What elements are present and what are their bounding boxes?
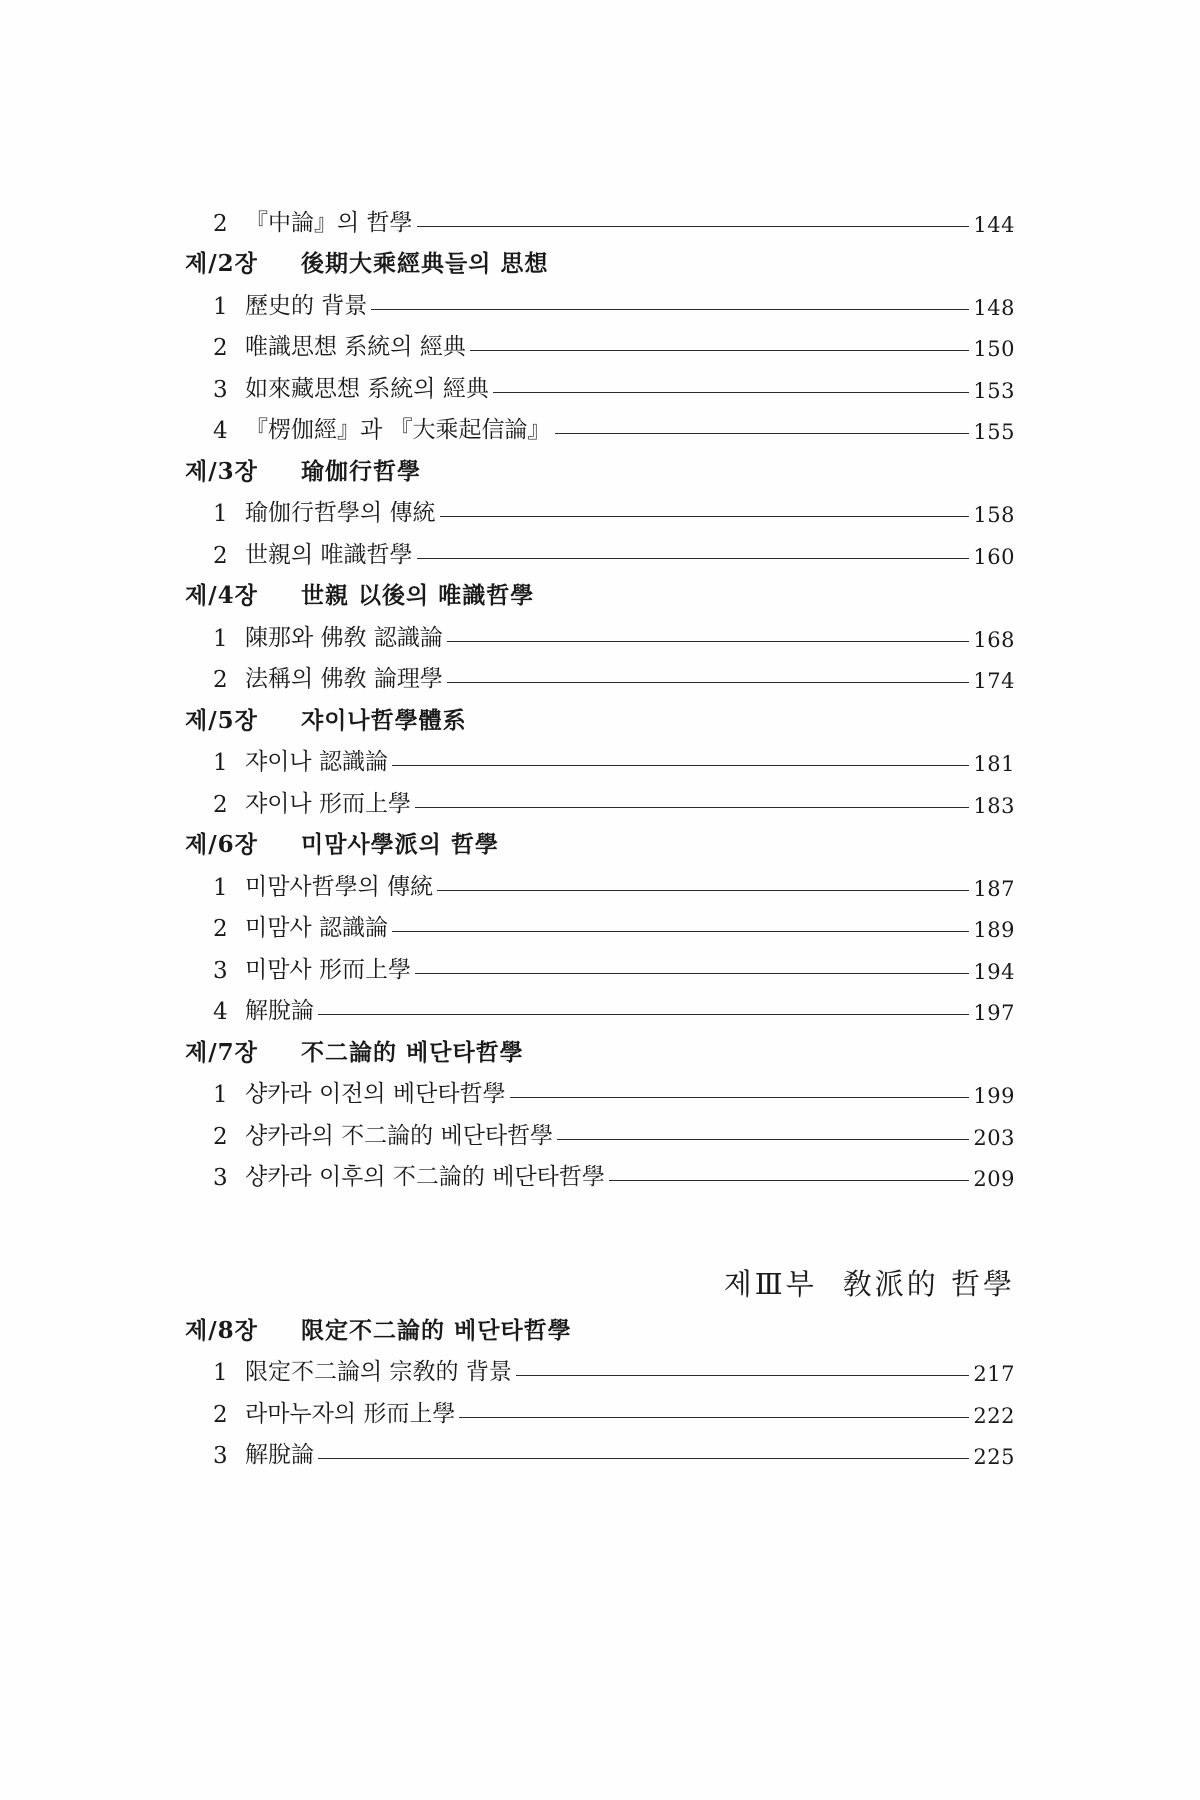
toc-entry	[185, 403, 1015, 445]
entry-page-number: 144	[973, 212, 1015, 237]
toc-entry	[185, 1150, 1015, 1192]
entry-page-number: 225	[973, 1445, 1015, 1469]
toc-entry	[185, 859, 1015, 901]
dot-leader-line	[392, 765, 969, 766]
chapter-label: 제/7장	[185, 1038, 258, 1066]
toc-entry	[185, 1428, 1015, 1470]
dot-leader-line	[557, 1139, 969, 1140]
entry-page-number: 217	[973, 1362, 1015, 1386]
toc-entry	[185, 984, 1015, 1026]
entry-number: 1	[213, 293, 228, 320]
dot-leader-line	[493, 392, 969, 393]
entry-number: 4	[213, 999, 228, 1025]
entry-title: 샹카라 이전의 베단타哲學	[245, 1081, 506, 1107]
entry-number: 2	[213, 1123, 228, 1150]
chapter-title: 쟈이나哲學體系	[301, 706, 467, 734]
entry-number: 2	[213, 335, 228, 361]
entry-title: 『楞伽經』과 『大乘起信論』	[245, 417, 551, 443]
entry-title: 限定不二論의 宗敎的 背景	[245, 1359, 512, 1385]
entry-page-number: 222	[973, 1403, 1015, 1428]
entry-number: 3	[213, 1443, 228, 1469]
entry-number: 1	[213, 501, 228, 527]
entry-title: 『中論』의 哲學	[245, 209, 413, 236]
entry-number: 2	[213, 667, 228, 693]
toc-entry	[185, 1108, 1015, 1150]
toc-entry	[185, 735, 1015, 777]
toc-entry	[185, 195, 1015, 237]
dot-leader-line	[318, 1014, 969, 1015]
entry-page-number: 189	[973, 918, 1015, 942]
toc-entry	[185, 361, 1015, 403]
entry-title: 쟈이나 形而上學	[245, 790, 411, 817]
toc-entry	[185, 652, 1015, 694]
chapter-title: 限定不二論的 베단타哲學	[301, 1316, 572, 1344]
entry-title: 라마누자의 形而上學	[245, 1400, 456, 1427]
entry-number: 1	[213, 625, 228, 652]
toc-entry	[185, 320, 1015, 362]
chapter-label: 제/3장	[185, 457, 258, 485]
entry-title: 미맘사 認識論	[245, 915, 388, 941]
chapter-label: 제/6장	[185, 831, 258, 858]
table-of-contents	[185, 195, 1015, 1469]
chapter-label: 제/5장	[185, 706, 258, 734]
chapter-heading	[185, 237, 1015, 279]
dot-leader-line	[318, 1458, 969, 1459]
entry-page-number: 187	[973, 876, 1015, 901]
entry-number: 1	[213, 874, 228, 901]
entry-page-number: 197	[973, 1001, 1015, 1025]
dot-leader-line	[447, 682, 969, 683]
entry-title: 미맘사哲學의 傳統	[245, 873, 434, 900]
entry-page-number: 160	[973, 544, 1015, 569]
dot-leader-line	[417, 226, 969, 227]
entry-page-number: 174	[973, 669, 1015, 693]
entry-page-number: 153	[973, 378, 1015, 403]
entry-title: 解脫論	[245, 1442, 314, 1468]
entry-number: 2	[213, 542, 228, 569]
toc-entry	[185, 1386, 1015, 1428]
entry-number: 2	[213, 210, 228, 237]
entry-page-number: 150	[973, 337, 1015, 361]
dot-leader-line	[510, 1097, 969, 1098]
chapter-label: 제/2장	[185, 250, 258, 277]
chapter-label: 제/4장	[185, 582, 258, 609]
entry-page-number: 194	[973, 959, 1015, 984]
dot-leader-line	[470, 350, 969, 351]
dot-leader-line	[371, 309, 969, 310]
entry-number: 1	[213, 1082, 228, 1108]
entry-title: 如來藏思想 系統의 經典	[245, 375, 489, 402]
entry-title: 世親의 唯識哲學	[245, 541, 413, 568]
chapter-heading	[185, 569, 1015, 611]
dot-leader-line	[392, 931, 969, 932]
chapter-title: 世親 以後의 唯識哲學	[301, 582, 535, 609]
entry-page-number: 155	[973, 420, 1015, 444]
entry-number: 1	[213, 1360, 228, 1386]
entry-page-number: 148	[973, 295, 1015, 320]
entry-page-number: 199	[973, 1084, 1015, 1108]
part-heading	[185, 1231, 1015, 1303]
chapter-title: 瑜伽行哲學	[301, 457, 421, 485]
entry-number: 1	[213, 750, 228, 776]
chapter-heading	[185, 1025, 1015, 1067]
entry-page-number: 181	[973, 752, 1015, 776]
dot-leader-line	[459, 1417, 969, 1418]
part-label: 제Ⅲ부	[723, 1267, 817, 1301]
entry-page-number: 158	[973, 503, 1015, 527]
dot-leader-line	[555, 433, 969, 434]
chapter-title: 미맘사學派의 哲學	[301, 831, 499, 858]
dot-leader-line	[417, 558, 969, 559]
toc-entry	[185, 776, 1015, 818]
chapter-heading	[185, 818, 1015, 860]
toc-entry	[185, 942, 1015, 984]
toc-entry	[185, 610, 1015, 652]
entry-title: 法稱의 佛敎 論理學	[245, 666, 443, 692]
entry-page-number: 209	[973, 1167, 1015, 1191]
entry-title: 歷史的 背景	[245, 292, 368, 319]
entry-number: 3	[213, 376, 228, 403]
chapter-label: 제/8장	[185, 1316, 258, 1344]
entry-number: 3	[213, 957, 228, 984]
entry-page-number: 203	[973, 1125, 1015, 1150]
entry-title: 解脫論	[245, 998, 314, 1024]
dot-leader-line	[516, 1375, 969, 1376]
entry-title: 샹카라 이후의 不二論的 베단타哲學	[245, 1164, 605, 1190]
entry-number: 2	[213, 1401, 228, 1428]
dot-leader-line	[437, 890, 969, 891]
toc-entry	[185, 527, 1015, 569]
toc-entry	[185, 278, 1015, 320]
entry-page-number: 168	[973, 627, 1015, 652]
entry-title: 미맘사 形而上學	[245, 956, 411, 983]
entry-title: 瑜伽行哲學의 傳統	[245, 500, 436, 526]
toc-entry	[185, 486, 1015, 528]
toc-entry	[185, 1067, 1015, 1109]
entry-number: 3	[213, 1165, 228, 1191]
part-title: 敎派的 哲學	[842, 1267, 1015, 1301]
chapter-heading	[185, 444, 1015, 486]
dot-leader-line	[447, 641, 969, 642]
dot-leader-line	[440, 516, 969, 517]
toc-entry	[185, 901, 1015, 943]
entry-number: 4	[213, 418, 228, 444]
chapter-heading	[185, 693, 1015, 735]
chapter-title: 不二論的 베단타哲學	[301, 1038, 524, 1066]
entry-title: 쟈이나 認識論	[245, 749, 388, 775]
dot-leader-line	[609, 1180, 969, 1181]
entry-title: 唯識思想 系統의 經典	[245, 334, 466, 360]
entry-page-number: 183	[973, 793, 1015, 818]
dot-leader-line	[415, 973, 969, 974]
toc-entry	[185, 1345, 1015, 1387]
chapter-title: 後期大乘經典들의 思想	[301, 250, 549, 277]
entry-number: 2	[213, 916, 228, 942]
entry-title: 陳那와 佛敎 認識論	[245, 624, 443, 651]
chapter-heading	[185, 1303, 1015, 1345]
entry-number: 2	[213, 791, 228, 818]
dot-leader-line	[415, 807, 969, 808]
entry-title: 샹카라의 不二論的 베단타哲學	[245, 1122, 554, 1149]
